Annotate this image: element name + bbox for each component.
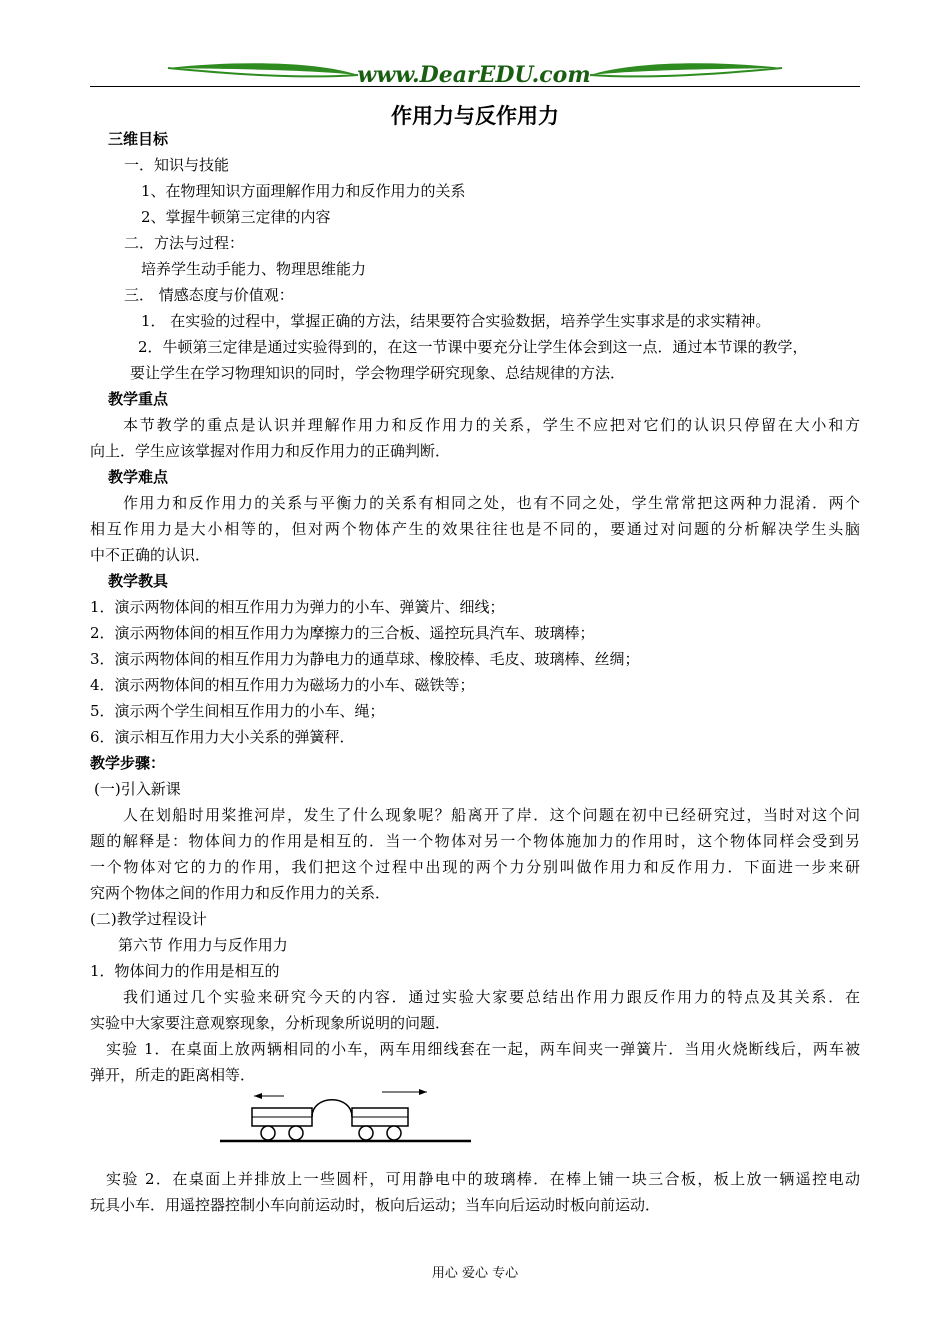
subheading: (一)引入新课: [94, 780, 181, 798]
list-item: 4．演示两物体间的相互作用力为磁场力的小车、磁铁等；: [90, 676, 475, 694]
paragraph-line: 人在划船时用桨推河岸，发生了什么现象呢？船离开了岸．这个问题在初中已经研究过，当时对这个问: [123, 806, 860, 824]
paragraph-line: 玩具小车．用遥控器控制小车向前运动时，板向后运动；当车向后运动时板向前运动．: [90, 1196, 661, 1214]
page-title: 作用力与反作用力: [391, 104, 559, 128]
right-arrow-icon: [382, 1089, 427, 1095]
section-heading: 三维目标: [108, 130, 169, 148]
paragraph-line: 究两个物体之间的作用力和反作用力的关系．: [90, 884, 391, 902]
left-arrow-icon: [254, 1093, 284, 1099]
list-item: 1．演示两物体间的相互作用力为弹力的小车、弹簧片、细线；: [90, 598, 505, 616]
header-rule: [90, 86, 860, 87]
section-heading: 教学教具: [108, 572, 169, 590]
list-item: 5．演示两个学生间相互作用力的小车、绳；: [90, 702, 385, 720]
paragraph-line: 本节教学的重点是认识并理解作用力和反作用力的关系，学生不应把对它们的认识只停留在大小和方: [123, 416, 860, 434]
paragraph-line: 相互作用力是大小相等的，但对两个物体产生的效果往往也是不同的，要通过对问题的分析解决学生头脑: [90, 520, 860, 538]
subheading: 一．知识与技能: [124, 156, 230, 174]
right-cart: [352, 1108, 408, 1140]
section-heading: 教学难点: [108, 468, 169, 486]
subheading: 第六节 作用力与反作用力: [118, 936, 288, 954]
paragraph-line: 中不正确的认识．: [90, 546, 211, 564]
list-item: 2．牛顿第三定律是通过实验得到的，在这一节课中要充分让学生体会到这一点．通过本节课的教学，: [138, 338, 808, 356]
paragraph-line: 实验 1．在桌面上放两辆相同的小车，两车用细线套在一起，两车间夹一弹簧片．当用火烧断线后，两车被: [106, 1040, 860, 1058]
paragraph-line: 实验中大家要注意观察现象，分析现象所说明的问题．: [90, 1014, 451, 1032]
page-footer: 用心 爱心 专心: [431, 1266, 519, 1281]
list-item: 培养学生动手能力、物理思维能力: [141, 260, 367, 278]
list-item: 3．演示两物体间的相互作用力为静电力的通草球、橡胶棒、毛皮、玻璃棒、丝绸；: [90, 650, 640, 668]
right-swoosh: [590, 63, 782, 75]
paragraph-line: 弹开，所走的距离相等．: [90, 1066, 256, 1084]
paragraph-line: 实验 2．在桌面上并排放上一些圆杆，可用静电中的玻璃棒．在棒上铺一块三合板，板上放一辆遥控电动: [106, 1170, 860, 1188]
paragraph-line: 我们通过几个实验来研究今天的内容．通过实验大家要总结出作用力跟反作用力的特点及其关系．在: [123, 988, 860, 1006]
list-item: 2．演示两物体间的相互作用力为摩擦力的三合板、遥控玩具汽车、玻璃棒；: [90, 624, 595, 642]
left-cart: [252, 1108, 312, 1140]
list-item-continued: 要让学生在学习物理知识的同时，学会物理学研究现象、总结规律的方法．: [130, 364, 626, 382]
subheading: 三． 情感态度与价值观：: [124, 286, 294, 304]
list-item: 6．演示相互作用力大小关系的弹簧秤．: [90, 728, 355, 746]
paragraph-line: 向上．学生应该掌握对作用力和反作用力的正确判断．: [90, 442, 451, 460]
paragraph-line: 题的解释是：物体间力的作用是相互的．当一个物体对另一个物体施加力的作用时，这个物体同样会受到另: [90, 832, 860, 850]
paragraph-line: 作用力和反作用力的关系与平衡力的关系有相同之处，也有不同之处，学生常常把这两种力混淆．两个: [123, 494, 860, 512]
section-heading: 教学重点: [108, 390, 169, 408]
list-item: 1． 在实验的过程中，掌握正确的方法，结果要符合实验数据，培养学生实事求是的求实精神。: [141, 312, 771, 330]
subheading: 二．方法与过程：: [124, 234, 245, 252]
left-swoosh: [168, 63, 358, 75]
list-item: 2、掌握牛顿第三定律的内容: [141, 208, 331, 226]
list-item: 1、在物理知识方面理解作用力和反作用力的关系: [141, 182, 466, 200]
two-carts-diagram: [218, 1084, 473, 1146]
subheading: 1．物体间力的作用是相互的: [90, 962, 280, 980]
paragraph-line: 一个物体对它的力的作用，我们把这个过程中出现的两个力分别叫做作用力和反作用力．下面进一步来研: [90, 858, 860, 876]
section-heading: 教学步骤：: [90, 754, 166, 772]
spring-leaf: [312, 1100, 352, 1117]
subheading: (二)教学过程设计: [90, 910, 207, 928]
site-logo: www.DearEDU.com: [357, 62, 591, 88]
